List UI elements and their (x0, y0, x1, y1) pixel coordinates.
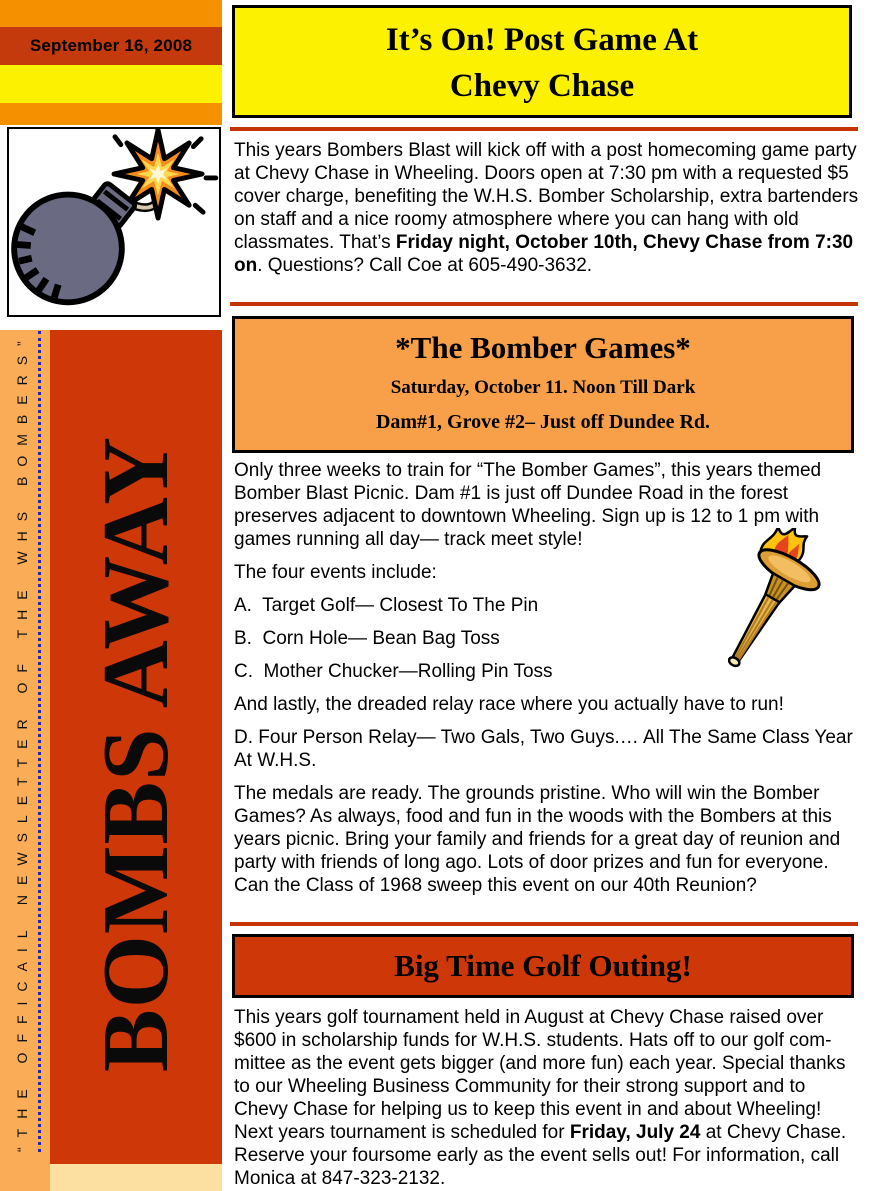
golf-tail: at Chevy Chase. Reserve your foursome early as the event sells out! For information, call Monica at 847-323-2132. (234, 1122, 852, 1189)
bomb-icon (9, 129, 219, 315)
post-game-paragraph (234, 139, 862, 277)
torch-icon (728, 528, 846, 690)
event-item-a: A. Target Golf— Closest To The Pin (234, 595, 539, 616)
post-game-lead: This years Bombers Blast will kick off with a post homecoming game party at Chevy Chase in Wheeling. Doors open at 7:30 pm with a requested $5 cover charge, benefiting the W.H.S. Bomber Scholarship, extra bartenders on staff and a nice roomy atmosphere where you can hang with old classmates. That’s (234, 140, 864, 253)
post-game-highlight: Friday night, October 10th, Chevy Chase from 7:30 on (234, 232, 859, 276)
golf-lead: This years golf tournament held in August at Chevy Chase raised over $600 in scholarship funds for W.H.S. students. Hats off to our golf committee as the event gets bigger (and more fun) each year. Special thanks to our Wheeling Business Community for their strong support and to Chevy Chase for helping us to keep this event in and about Wheeling! Next years tournament is scheduled for (234, 1007, 851, 1143)
bomb-clipart-frame (7, 127, 221, 317)
divider-rule-middle (230, 302, 858, 306)
masthead-band-orange-top (0, 0, 222, 27)
torch-clipart-frame (728, 528, 846, 690)
post-game-tail: . Questions? Call Coe at 605-490-3632. (257, 255, 593, 276)
post-game-banner (232, 5, 852, 118)
golf-paragraph (234, 1006, 862, 1190)
golf-article (234, 1006, 862, 1191)
event-item-c: C. Mother Chucker—Rolling Pin Toss (234, 661, 553, 682)
masthead-band-orange-low (0, 103, 222, 125)
masthead-title: BOMBS AWAY (84, 435, 188, 1072)
golf-highlight: Friday, July 24 (569, 1122, 701, 1143)
relay-note: And lastly, the dreaded relay race where you actually have to run! (234, 694, 784, 715)
bomber-games-closing: The medals are ready. The grounds pristine. Who will win the Bomber Games? As always, food and fun in the woods with the Bombers at this years picnic. Bring your family and friends for a great day of reunion and party with friends of long ago. Lots of door prizes and fun for everyone. Can the Class of 1968 sweep this event on our 40th Reunion? (234, 783, 846, 896)
events-intro: The four events include: (234, 562, 437, 583)
bomber-games-when: Saturday, October 11. Noon Till Dark (390, 377, 696, 398)
post-game-title-line2: Chevy Chase (449, 68, 635, 104)
bomber-games-where: Dam#1, Grove #2– Just off Dundee Rd. (375, 411, 711, 433)
bomber-games-banner (232, 316, 854, 453)
sidebar-bottom-strip (50, 1164, 222, 1191)
masthead-tagline: “THE OFFICAIL NEWSLETTER OF THE WHS BOMBERS” (11, 331, 41, 1152)
bomber-games-intro: Only three weeks to train for “The Bomber Games”, this years themed Bomber Blast Picnic. Dam #1 is just off Dundee Road in the forest preserves adjacent to downtown Wheeling. Sign up is 12 to 1 pm with games running all day— track meet style! (234, 460, 827, 550)
golf-title: Big Time Golf Outing! (394, 948, 692, 983)
masthead-date-band (0, 27, 222, 65)
masthead-band-yellow (0, 65, 222, 103)
divider-rule-top (230, 127, 858, 131)
golf-banner (232, 934, 854, 998)
event-item-b: B. Corn Hole— Bean Bag Toss (234, 628, 500, 649)
divider-rule-bottom (230, 922, 858, 926)
post-game-article (234, 139, 862, 287)
issue-date: September 16, 2008 (29, 36, 193, 55)
post-game-title-line1: It’s On! Post Game At (385, 22, 699, 58)
bomber-games-title: *The Bomber Games* (395, 330, 691, 365)
event-item-d: D. Four Person Relay— Two Gals, Two Guys.… All The Same Class Year At W.H.S. (234, 727, 858, 771)
